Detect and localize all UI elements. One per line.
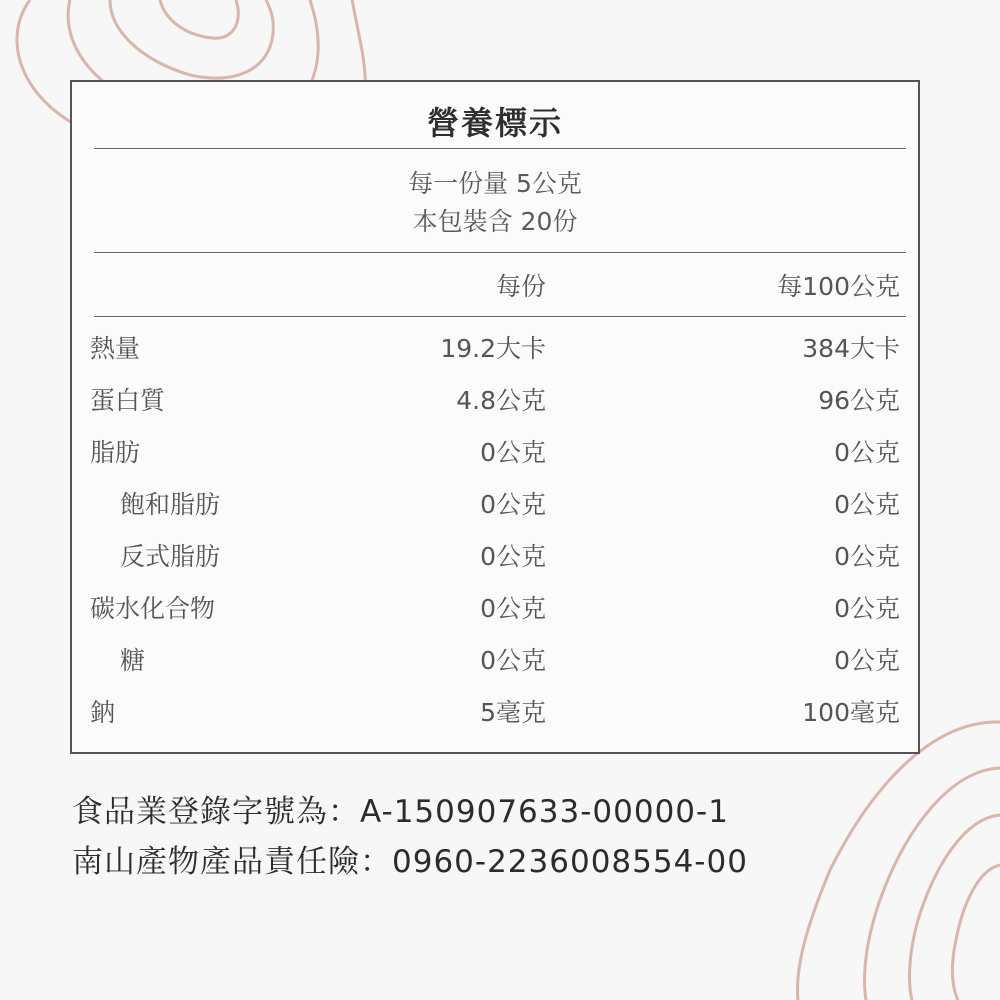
nutrition-facts-panel: [70, 80, 920, 754]
food-business-registration: 食品業登錄字號為：A-150907633-00000-1: [72, 794, 729, 830]
nutrient-label: 熱量: [90, 334, 141, 363]
nutrient-label: 飽和脂肪: [120, 490, 221, 519]
nutrient-label: 蛋白質: [90, 386, 166, 415]
nutrient-per-100g: 0公克: [834, 490, 900, 519]
column-header-per-serving: 每份: [495, 272, 546, 301]
nutrient-label: 碳水化合物: [90, 594, 216, 623]
nutrient-label: 鈉: [90, 698, 116, 727]
divider: [94, 148, 906, 149]
nutrient-per-100g: 0公克: [834, 594, 900, 623]
product-liability-insurance: 南山產物產品責任險：0960-2236008554-00: [72, 844, 748, 880]
nutrient-label: 反式脂肪: [120, 542, 221, 571]
nutrient-label: 糖: [120, 646, 146, 675]
nutrient-per-100g: 0公克: [834, 542, 900, 571]
divider: [94, 252, 906, 253]
servings-per-package: 本包裝含 20份: [412, 207, 578, 236]
divider: [94, 316, 906, 317]
nutrient-per-serving: 0公克: [480, 646, 546, 675]
nutrient-per-serving: 0公克: [480, 490, 546, 519]
nutrient-per-serving: 0公克: [480, 438, 546, 467]
nutrient-per-100g: 0公克: [834, 438, 900, 467]
column-header-per-100g: 每100公克: [777, 272, 900, 301]
nutrient-per-100g: 384大卡: [802, 334, 900, 363]
nutrient-per-serving: 0公克: [480, 542, 546, 571]
nutrient-per-100g: 0公克: [834, 646, 900, 675]
panel-title: 營養標示: [426, 104, 563, 142]
nutrient-per-100g: 96公克: [818, 386, 900, 415]
nutrient-label: 脂肪: [90, 438, 141, 467]
nutrient-per-serving: 0公克: [480, 594, 546, 623]
nutrient-per-serving: 19.2大卡: [440, 334, 546, 363]
nutrient-per-serving: 4.8公克: [456, 386, 546, 415]
nutrient-per-100g: 100毫克: [802, 698, 900, 727]
serving-size: 每一份量 5公克: [408, 169, 582, 198]
nutrient-per-serving: 5毫克: [480, 698, 546, 727]
